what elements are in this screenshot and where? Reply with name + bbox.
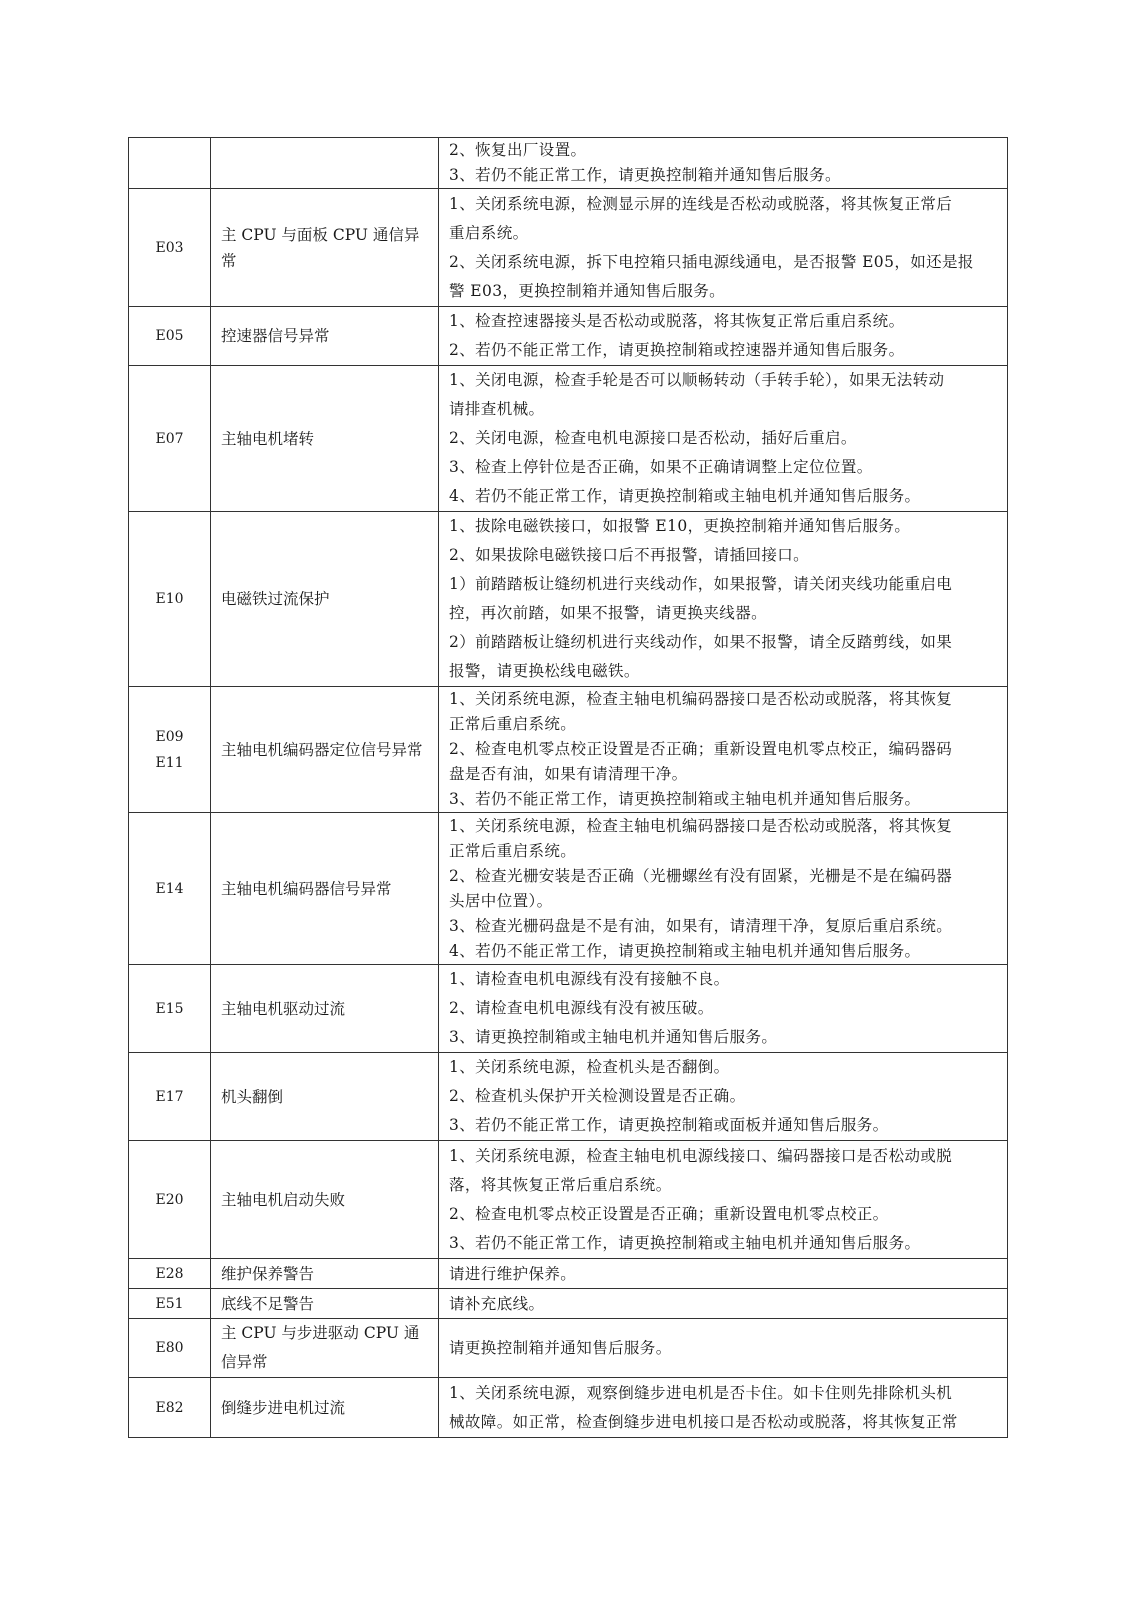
solution-cell bbox=[439, 813, 1008, 965]
error-code-cell bbox=[129, 1141, 211, 1259]
error-code: E17 bbox=[155, 1088, 184, 1105]
error-name-cell bbox=[211, 307, 439, 366]
error-code: E10 bbox=[155, 591, 184, 607]
error-code-cell bbox=[129, 307, 211, 366]
error-name-cell bbox=[211, 366, 439, 512]
solution-line: 1、关闭系统电源，检测显示屏的连线是否松动或脱落，将其恢复正常后 bbox=[449, 194, 953, 213]
error-name: 电磁铁过流保护 bbox=[221, 590, 330, 608]
solution-line: 1、关闭系统电源，检查主轴电机编码器接口是否松动或脱落，将其恢复 bbox=[449, 816, 953, 835]
solution-line: 2）前踏踏板让缝纫机进行夹线动作，如果不报警，请全反踏剪线，如果 bbox=[449, 633, 953, 651]
error-code-cell bbox=[129, 813, 211, 965]
error-name: 机头翻倒 bbox=[221, 1087, 284, 1106]
error-name: 主 CPU 与步进驱动 CPU 通信异常 bbox=[221, 1324, 420, 1371]
solution-line: 正常后重启系统。 bbox=[449, 841, 577, 860]
error-code: E51 bbox=[155, 1295, 184, 1312]
solution-cell bbox=[439, 687, 1008, 813]
solution-line: 3、检查上停针位是否正确，如果不正确请调整上定位位置。 bbox=[449, 458, 873, 476]
error-code: E09 bbox=[155, 728, 184, 745]
solution-line: 4、若仍不能正常工作，请更换控制箱或主轴电机并通知售后服务。 bbox=[449, 941, 921, 960]
table-row bbox=[129, 813, 1008, 965]
solution-line: 2、检查电机零点校正设置是否正确；重新设置电机零点校正。 bbox=[449, 1204, 889, 1223]
solution-line: 3、若仍不能正常工作，请更换控制箱或主轴电机并通知售后服务。 bbox=[449, 1233, 921, 1252]
solution-cell bbox=[439, 1259, 1008, 1289]
error-code-cell bbox=[129, 189, 211, 307]
solution-line: 请进行维护保养。 bbox=[449, 1264, 577, 1283]
error-code-cell bbox=[129, 965, 211, 1053]
solution-line: 2、恢复出厂设置。 bbox=[449, 141, 587, 159]
solution-line: 2、若仍不能正常工作，请更换控制箱或控速器并通知售后服务。 bbox=[449, 341, 905, 359]
solution-line: 1、关闭系统电源，检查主轴电机电源线接口、编码器接口是否松动或脱 bbox=[449, 1146, 953, 1165]
solution-cell bbox=[439, 307, 1008, 366]
solution-line: 1）前踏踏板让缝纫机进行夹线动作，如果报警，请关闭夹线功能重启电 bbox=[449, 575, 953, 593]
error-code: E07 bbox=[155, 430, 184, 447]
error-code: E80 bbox=[155, 1340, 184, 1356]
error-code-cell bbox=[129, 687, 211, 813]
solution-line: 1、请检查电机电源线有没有接触不良。 bbox=[449, 970, 730, 988]
solution-line: 3、若仍不能正常工作，请更换控制箱并通知售后服务。 bbox=[449, 166, 841, 184]
solution-line: 1、关闭系统电源，检查主轴电机编码器接口是否松动或脱落，将其恢复 bbox=[449, 690, 953, 708]
error-code-cell bbox=[129, 512, 211, 687]
solution-line: 械故障。如正常，检查倒缝步进电机接口是否松动或脱落，将其恢复正常 bbox=[449, 1412, 958, 1431]
error-name: 底线不足警告 bbox=[221, 1294, 315, 1313]
error-code: E03 bbox=[155, 239, 184, 256]
error-code: E15 bbox=[155, 1000, 184, 1017]
error-name-cell bbox=[211, 189, 439, 307]
solution-cell bbox=[439, 1378, 1008, 1438]
solution-line: 报警，请更换松线电磁铁。 bbox=[449, 662, 640, 680]
table-row bbox=[129, 1141, 1008, 1259]
solution-line: 1、关闭系统电源，检查机头是否翻倒。 bbox=[449, 1058, 730, 1076]
table-row bbox=[129, 307, 1008, 366]
solution-line: 请补充底线。 bbox=[449, 1294, 545, 1313]
solution-line: 1、关闭电源，检查手轮是否可以顺畅转动（手转手轮），如果无法转动 bbox=[449, 371, 945, 389]
solution-cell bbox=[439, 366, 1008, 512]
error-name-cell bbox=[211, 965, 439, 1053]
solution-line: 请更换控制箱并通知售后服务。 bbox=[449, 1338, 672, 1357]
solution-line: 落，将其恢复正常后重启系统。 bbox=[449, 1175, 672, 1194]
table-row bbox=[129, 1289, 1008, 1319]
error-code-cell bbox=[129, 1378, 211, 1438]
error-name-cell bbox=[211, 1259, 439, 1289]
error-code-cell bbox=[129, 1259, 211, 1289]
solution-line: 正常后重启系统。 bbox=[449, 715, 577, 733]
solution-cell bbox=[439, 1289, 1008, 1319]
error-name-cell bbox=[211, 1378, 439, 1438]
solution-cell bbox=[439, 138, 1008, 189]
error-name-cell bbox=[211, 512, 439, 687]
error-name-cell bbox=[211, 138, 439, 189]
error-name: 控速器信号异常 bbox=[221, 327, 330, 345]
solution-line: 3、请更换控制箱或主轴电机并通知售后服务。 bbox=[449, 1028, 778, 1046]
table-row bbox=[129, 189, 1008, 307]
table-row bbox=[129, 1378, 1008, 1438]
solution-line: 3、若仍不能正常工作，请更换控制箱或面板并通知售后服务。 bbox=[449, 1116, 889, 1134]
error-code: E11 bbox=[155, 754, 184, 771]
error-code: E28 bbox=[155, 1265, 184, 1282]
solution-line: 3、检查光栅码盘是不是有油，如果有，请清理干净，复原后重启系统。 bbox=[449, 916, 953, 935]
solution-cell bbox=[439, 512, 1008, 687]
solution-line: 2、检查机头保护开关检测设置是否正确。 bbox=[449, 1087, 746, 1105]
error-name-cell bbox=[211, 813, 439, 965]
solution-line: 2、如果拔除电磁铁接口后不再报警，请插回接口。 bbox=[449, 546, 810, 564]
table-row bbox=[129, 965, 1008, 1053]
error-code-table bbox=[128, 137, 1008, 1438]
error-code-cell bbox=[129, 138, 211, 189]
solution-line: 4、若仍不能正常工作，请更换控制箱或主轴电机并通知售后服务。 bbox=[449, 487, 921, 505]
error-name-cell bbox=[211, 1053, 439, 1141]
error-name: 主 CPU 与面板 CPU 通信异常 bbox=[221, 225, 420, 270]
table-row bbox=[129, 366, 1008, 512]
solution-line: 1、拔除电磁铁接口，如报警 E10，更换控制箱并通知售后服务。 bbox=[449, 517, 911, 535]
error-name-cell bbox=[211, 1141, 439, 1259]
solution-line: 请排查机械。 bbox=[449, 400, 545, 418]
solution-line: 2、检查光栅安装是否正确（光栅螺丝有没有固紧，光栅是不是在编码器 bbox=[449, 866, 953, 885]
solution-cell bbox=[439, 965, 1008, 1053]
error-code-cell bbox=[129, 1319, 211, 1378]
solution-line: 盘是否有油，如果有请清理干净。 bbox=[449, 765, 688, 783]
solution-line: 2、关闭电源，检查电机电源接口是否松动，插好后重启。 bbox=[449, 429, 857, 447]
error-name-cell bbox=[211, 687, 439, 813]
solution-line: 头居中位置）。 bbox=[449, 891, 553, 910]
error-name-cell bbox=[211, 1319, 439, 1378]
error-name: 主轴电机驱动过流 bbox=[221, 999, 346, 1018]
error-code: E05 bbox=[155, 328, 184, 344]
error-name: 主轴电机编码器定位信号异常 bbox=[221, 740, 423, 759]
error-code: E20 bbox=[155, 1191, 184, 1208]
error-code: E82 bbox=[155, 1399, 184, 1416]
solution-cell bbox=[439, 1141, 1008, 1259]
error-code: E14 bbox=[155, 880, 184, 897]
solution-line: 1、关闭系统电源，观察倒缝步进电机是否卡住。如卡住则先排除机头机 bbox=[449, 1383, 953, 1402]
error-name-cell bbox=[211, 1289, 439, 1319]
error-code-cell bbox=[129, 1289, 211, 1319]
table-row bbox=[129, 512, 1008, 687]
solution-line: 2、关闭系统电源，拆下电控箱只插电源线通电，是否报警 E05，如还是报 bbox=[449, 252, 974, 271]
solution-line: 控，再次前踏，如果不报警，请更换夹线器。 bbox=[449, 604, 768, 622]
error-code-cell bbox=[129, 1053, 211, 1141]
table-row bbox=[129, 138, 1008, 189]
solution-line: 2、检查电机零点校正设置是否正确；重新设置电机零点校正，编码器码 bbox=[449, 740, 953, 758]
solution-line: 警 E03，更换控制箱并通知售后服务。 bbox=[449, 281, 726, 300]
solution-cell bbox=[439, 1053, 1008, 1141]
error-name: 主轴电机编码器信号异常 bbox=[221, 879, 392, 898]
error-name: 维护保养警告 bbox=[221, 1264, 315, 1283]
error-name: 倒缝步进电机过流 bbox=[221, 1398, 346, 1417]
table-row bbox=[129, 1319, 1008, 1378]
solution-line: 3、若仍不能正常工作，请更换控制箱或主轴电机并通知售后服务。 bbox=[449, 790, 921, 808]
error-code-cell bbox=[129, 366, 211, 512]
solution-cell bbox=[439, 1319, 1008, 1378]
table-row bbox=[129, 1259, 1008, 1289]
solution-line: 1、检查控速器接头是否松动或脱落，将其恢复正常后重启系统。 bbox=[449, 312, 905, 330]
table-row bbox=[129, 687, 1008, 813]
error-name: 主轴电机启动失败 bbox=[221, 1190, 346, 1209]
solution-cell bbox=[439, 189, 1008, 307]
solution-line: 2、请检查电机电源线有没有被压破。 bbox=[449, 999, 714, 1017]
table-row bbox=[129, 1053, 1008, 1141]
error-name: 主轴电机堵转 bbox=[221, 429, 315, 448]
solution-line: 重启系统。 bbox=[449, 223, 529, 242]
